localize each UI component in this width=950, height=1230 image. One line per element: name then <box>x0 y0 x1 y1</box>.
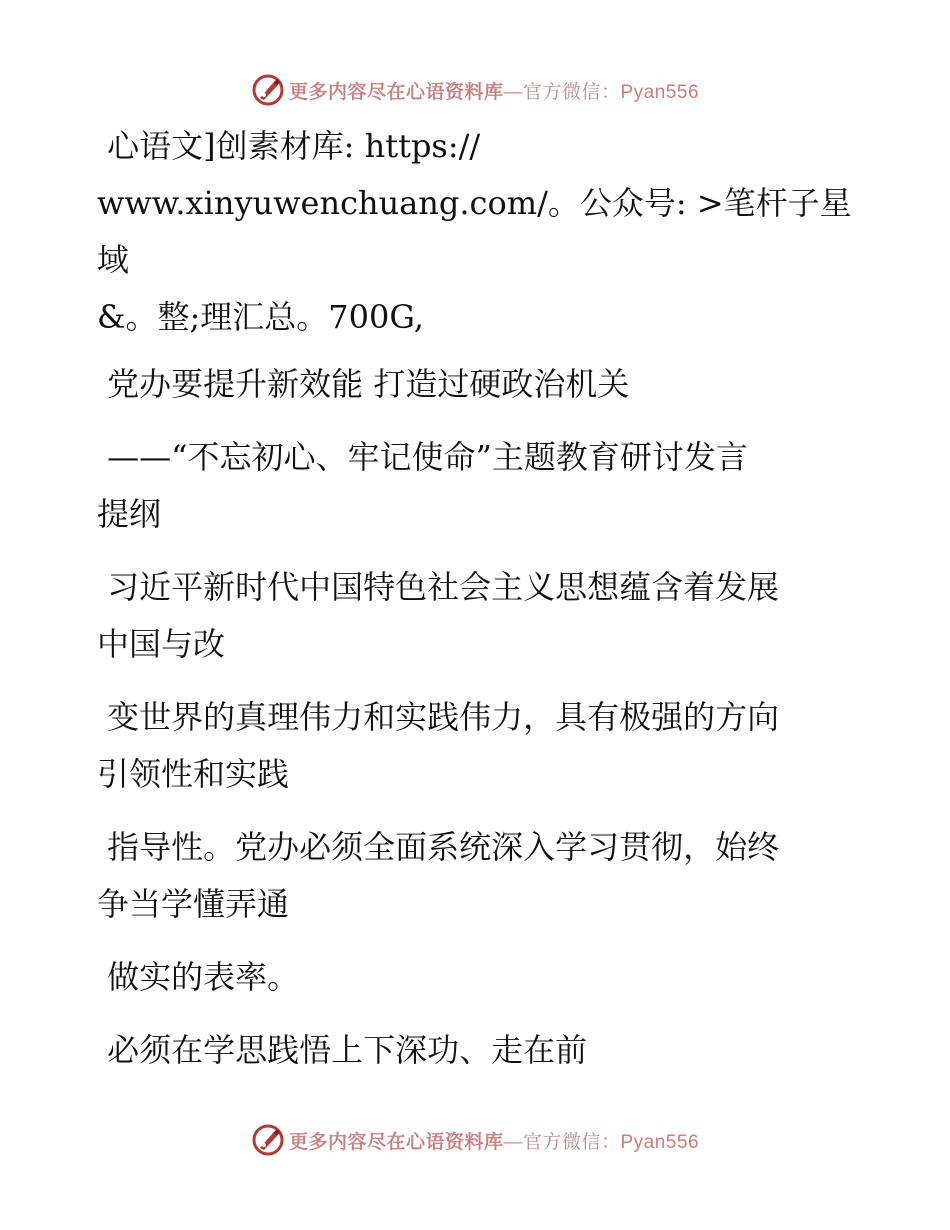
pen-nib-logo-icon <box>251 73 285 107</box>
footer-banner <box>0 1120 950 1160</box>
body-line: 心语文]创素材库: https:// <box>97 127 481 165</box>
body-line: 变世界的真理伟力和实践伟力，具有极强的方向 <box>97 698 780 736</box>
body-line: &。整;理汇总。700G, <box>97 298 424 336</box>
banner-main-text: 更多内容尽在心语资料库 <box>288 1131 504 1153</box>
banner-wechat-id: Pyan556 <box>620 81 700 103</box>
banner-main-text: 更多内容尽在心语资料库 <box>288 81 504 103</box>
body-line: 引领性和实践 <box>97 755 290 793</box>
banner-separator: — <box>503 81 523 103</box>
document-body <box>97 118 857 1079</box>
body-line: 中国与改 <box>97 625 226 663</box>
banner-separator: — <box>503 1131 523 1153</box>
body-line: 指导性。党办必须全面系统深入学习贯彻，始终 <box>97 828 780 866</box>
banner-text <box>289 1127 699 1154</box>
banner-wechat-label: 官方微信： <box>522 1131 621 1153</box>
body-line: 习近平新时代中国特色社会主义思想蕴含着发展 <box>97 568 780 606</box>
banner-text <box>289 77 699 104</box>
document-title: 党办要提升新效能 打造过硬政治机关 <box>97 365 630 403</box>
banner-wechat-id: Pyan556 <box>620 1131 700 1153</box>
body-line: www.xinyuwenchuang.com/。公众号: >笔杆子星域 <box>97 184 852 279</box>
header-banner <box>0 70 950 110</box>
body-line: 做实的表率。 <box>97 958 300 996</box>
body-line: 争当学懂弄通 <box>97 885 290 923</box>
banner-wechat-label: 官方微信： <box>522 81 621 103</box>
document-subtitle-cont: 提纲 <box>97 495 162 533</box>
body-line: 必须在学思践悟上下深功、走在前 <box>97 1031 588 1069</box>
pen-nib-logo-icon <box>251 1123 285 1157</box>
document-subtitle: ——“不忘初心、牢记使命”主题教育研讨发言 <box>97 438 748 476</box>
